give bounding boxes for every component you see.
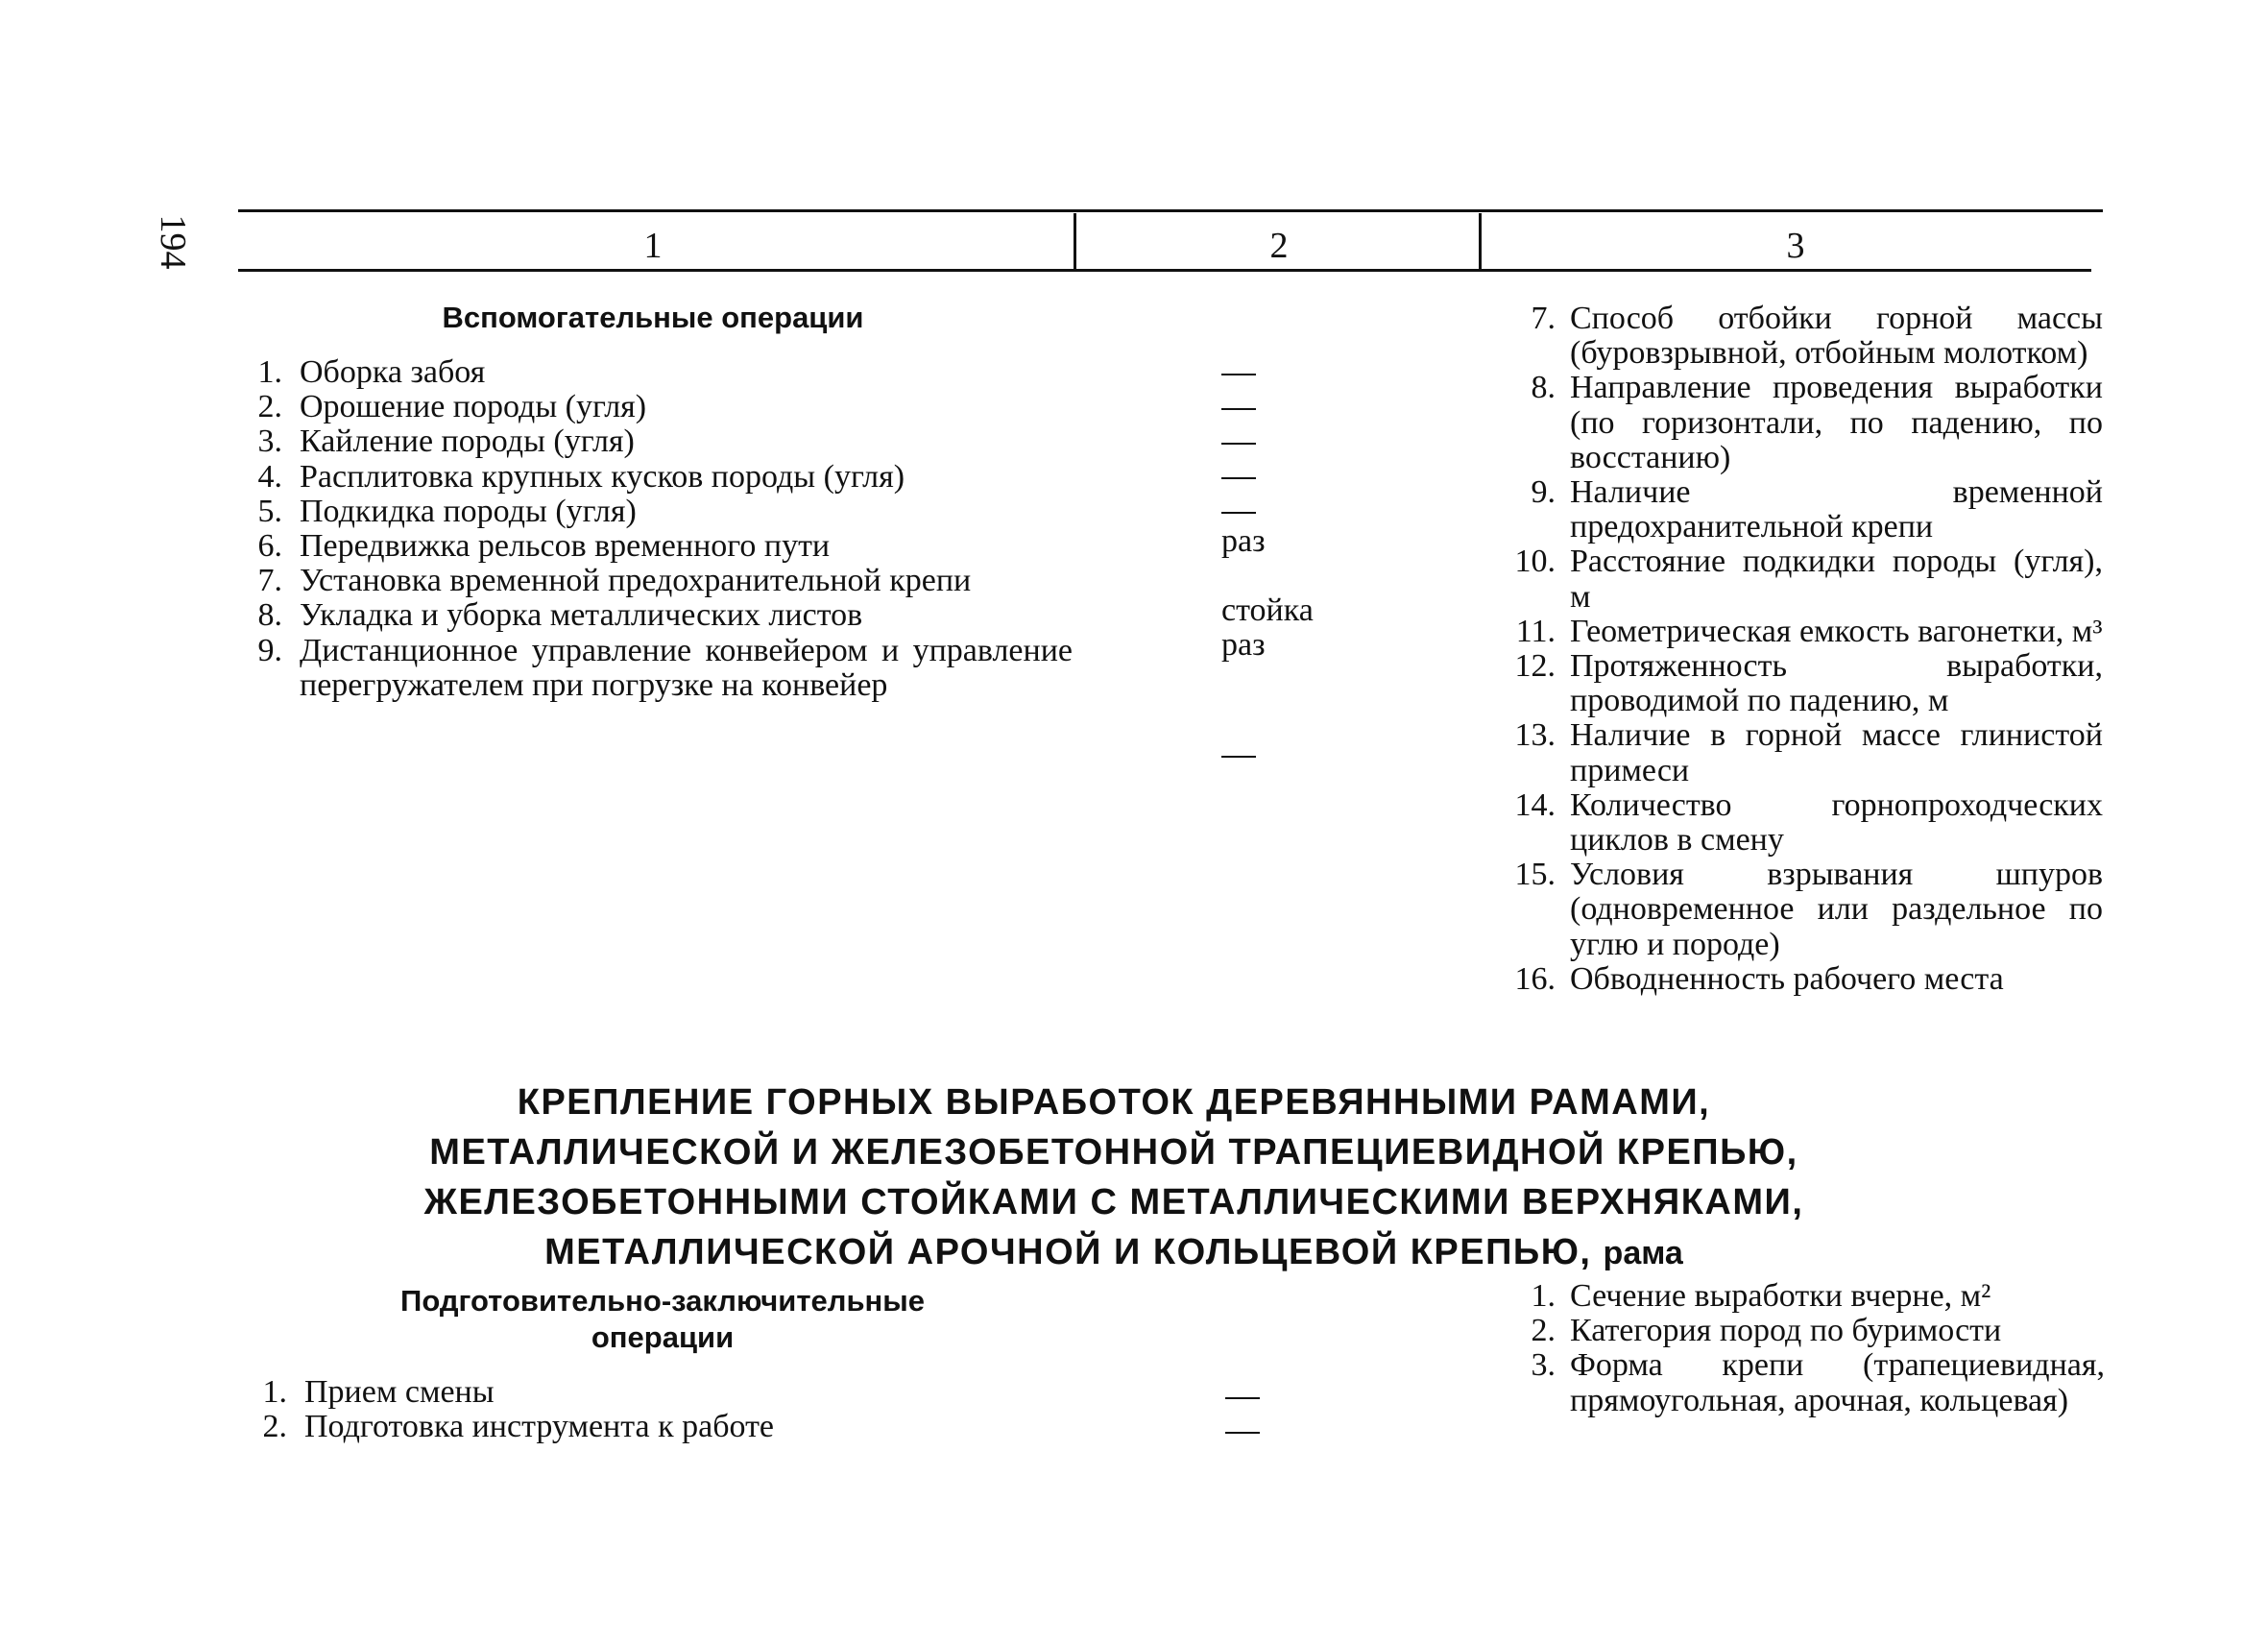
header-divider-2	[1479, 213, 1482, 269]
list-item: 2. Категория пород по буримости	[1531, 1313, 2002, 1349]
title-line: КРЕПЛЕНИЕ ГОРНЫХ ВЫРАБОТОК ДЕРЕВЯННЫМИ РАМАМИ,	[517, 1082, 1711, 1123]
unit-mark	[1221, 459, 1356, 494]
list-item: 4. Расплитовка крупных кусков породы (угля)	[257, 458, 905, 495]
section1-operations	[223, 355, 1073, 703]
list-item: 1. Прием смены	[262, 1374, 495, 1410]
section1-heading: Вспомогательные операции	[442, 301, 864, 334]
list-item: 2. Орошение породы (угля)	[257, 389, 647, 425]
list-item: 12. Протяженность выработки, проводимой по падению, м	[1514, 648, 2103, 719]
list-item: 8. Направление проведения выработки (по горизонтали, по падению, по восстанию)	[1531, 370, 2103, 475]
list-item: 1. Оборка забоя	[257, 354, 486, 390]
list-item: 9. Дистанционное управление конвейером и управление перегружателем при погрузке на конвейер	[257, 632, 1073, 703]
title-line: МЕТАЛЛИЧЕСКОЙ АРОЧНОЙ И КОЛЬЦЕВОЙ КРЕПЬЮ, рама	[544, 1232, 1683, 1272]
section2-factors	[1479, 1279, 2105, 1418]
unit-mark	[1221, 390, 1356, 424]
title-line: МЕТАЛЛИЧЕСКОЙ И ЖЕЛЕЗОБЕТОННОЙ ТРАПЕЦИЕВИДНОЙ КРЕПЬЮ,	[429, 1132, 1798, 1173]
list-item: 15. Условия взрывания шпуров (одновременное или раздельное по углю и породе)	[1514, 857, 2103, 962]
page-number: 194	[153, 214, 193, 270]
list-item: 14. Количество горнопроходческих циклов в смену	[1514, 786, 2103, 859]
unit-label: стойка	[1221, 593, 1314, 628]
column-header-2: 2	[1269, 226, 1289, 266]
header-divider-1	[1074, 213, 1076, 269]
title-line: ЖЕЛЕЗОБЕТОННЫМИ СТОЙКАМИ С МЕТАЛЛИЧЕСКИМИ ВЕРХНЯКАМИ,	[423, 1182, 1804, 1222]
column-header-3: 3	[1786, 226, 1805, 266]
unit-mark	[1221, 355, 1356, 390]
header-rule-bottom	[238, 269, 2091, 272]
list-item: 8. Укладка и уборка металлических листов	[257, 597, 863, 634]
list-item: 5. Подкидка породы (угля)	[257, 493, 637, 529]
unit-label: раз	[1221, 627, 1266, 663]
unit-mark	[1221, 424, 1356, 459]
list-item: 6. Передвижка рельсов временного пути	[257, 528, 831, 565]
column-header-1: 1	[643, 226, 663, 266]
list-item: 3. Кайление породы (угля)	[257, 423, 635, 460]
unit-mark	[1225, 1379, 1360, 1414]
list-item: 3. Форма крепи (трапециевидная, прямоугольная, арочная, кольцевая)	[1531, 1347, 2105, 1418]
list-item: 13. Наличие в горной массе глинистой примеси	[1514, 717, 2103, 788]
list-item: 2. Подготовка инструмента к работе	[262, 1409, 775, 1445]
header-rule-top	[238, 209, 2103, 212]
list-item: 7. Установка временной предохранительной крепи	[257, 563, 972, 599]
list-item: 11. Геометрическая емкость вагонетки, м³	[1515, 613, 2103, 649]
list-item: 10. Расстояние подкидки породы (угля), м	[1514, 544, 2103, 615]
list-item: 7. Способ отбойки горной массы (буровзрывной, отбойным молотком)	[1531, 301, 2103, 372]
section1-factors	[1479, 302, 2103, 997]
unit-mark	[1221, 738, 1356, 772]
list-item: 16. Обводненность рабочего места	[1514, 960, 2004, 997]
section2-heading: Подготовительно-заключительные операции	[400, 1284, 925, 1354]
section2-operations	[228, 1375, 1073, 1444]
title-suffix: рама	[1603, 1235, 1683, 1271]
section-title	[384, 1077, 1844, 1278]
unit-mark	[1225, 1414, 1360, 1448]
list-item: 9. Наличие временной предохранительной крепи	[1531, 474, 2103, 545]
unit-label: раз	[1221, 523, 1266, 559]
list-item: 1. Сечение выработки вчерне, м²	[1531, 1278, 1991, 1314]
